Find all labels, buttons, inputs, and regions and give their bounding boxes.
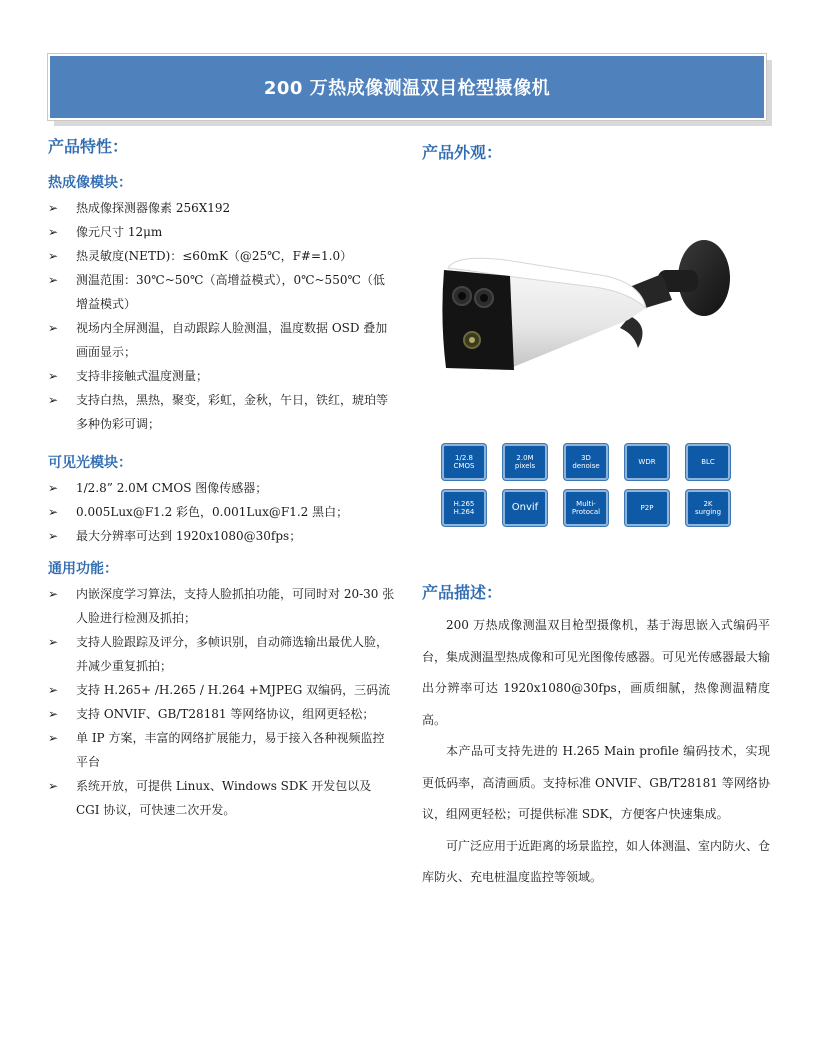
- bullet-icon: ➢: [48, 393, 59, 407]
- badge-wdr: WDR: [625, 444, 669, 480]
- bullet-icon: ➢: [48, 731, 59, 745]
- badge-multi-protocol: Multi- Protocal: [564, 490, 608, 526]
- list-item: ➢ 像元尺寸 12μm: [48, 220, 396, 244]
- list-item: ➢ 测温范围：30℃~50℃（高增益模式），0℃~550℃（低增益模式）: [48, 268, 396, 316]
- list-item: ➢ 支持人脸跟踪及评分，多帧识别，自动筛选输出最优人脸，并减少重复抓拍；: [48, 630, 396, 678]
- thermal-list: [48, 196, 396, 436]
- general-heading: 通用功能：: [48, 561, 118, 577]
- list-item: ➢ 支持 ONVIF、GB/T28181 等网络协议，组网更轻松；: [48, 702, 396, 726]
- list-item: ➢ 0.005Lux@F1.2 彩色，0.001Lux@F1.2 黑白；: [48, 500, 396, 524]
- bullet-icon: ➢: [48, 225, 59, 239]
- bullet-icon: ➢: [48, 779, 59, 793]
- description-heading: 产品描述：: [422, 583, 503, 602]
- thermal-heading: 热成像模块：: [48, 175, 132, 191]
- list-item: ➢ 1/2.8” 2.0M CMOS 图像传感器；: [48, 476, 396, 500]
- list-item: ➢ 支持非接触式温度测量；: [48, 364, 396, 388]
- badge-3d-denoise: 3D denoise: [564, 444, 608, 480]
- bullet-icon: ➢: [48, 529, 59, 543]
- badge-2k-surging: 2K surging: [686, 490, 730, 526]
- bullet-icon: ➢: [48, 481, 59, 495]
- list-item: ➢ 热灵敏度(NETD)：≤60mK（@25℃，F#=1.0）: [48, 244, 396, 268]
- bullet-icon: ➢: [48, 505, 59, 519]
- visible-list: [48, 476, 396, 548]
- bullet-icon: ➢: [48, 321, 59, 335]
- list-item: ➢ 支持 H.265+ /H.265 / H.264 +MJPEG 双编码，三码流: [48, 678, 396, 702]
- bullet-icon: ➢: [48, 635, 59, 649]
- bullet-icon: ➢: [48, 273, 59, 287]
- list-item: ➢ 内嵌深度学习算法，支持人脸抓拍功能，可同时对 20-30 张人脸进行检测及抓拍；: [48, 582, 396, 630]
- list-item: ➢ 热成像探测器像素 256X192: [48, 196, 396, 220]
- appearance-heading: 产品外观：: [422, 143, 503, 162]
- badge-blc: BLC: [686, 444, 730, 480]
- list-item: ➢ 系统开放，可提供 Linux、Windows SDK 开发包以及 CGI 协议，可快速二次开发。: [48, 774, 396, 822]
- badge-cmos: 1/2.8 CMOS: [442, 444, 486, 480]
- description-text: [422, 610, 770, 894]
- visible-heading: 可见光模块：: [48, 455, 132, 471]
- badge-onvif: Onvif: [503, 490, 547, 526]
- badge-h265: H.265 H.264: [442, 490, 486, 526]
- page-title: 200 万热成像测温双目枪型摄像机: [263, 78, 551, 99]
- bullet-icon: ➢: [48, 683, 59, 697]
- list-item: ➢ 单 IP 方案，丰富的网络扩展能力，易于接入各种视频监控平台: [48, 726, 396, 774]
- bullet-icon: ➢: [48, 587, 59, 601]
- description-paragraph: 200 万热成像测温双目枪型摄像机，基于海思嵌入式编码平台，集成测温型热成像和可见光图像传感器。可见光传感器最大输出分辨率可达 1920x1080@30fps，画质细腻，热像测温精度高。: [422, 618, 771, 727]
- bullet-icon: ➢: [48, 249, 59, 263]
- badge-p2p: P2P: [625, 490, 669, 526]
- description-paragraph: 本产品可支持先进的 H.265 Main profile 编码技术，实现更低码率，高清画质。支持标准 ONVIF、GB/T28181 等网络协议，组网更轻松；可提供标准 SDK，方便客户快速集成。: [422, 744, 770, 821]
- title-banner: [48, 54, 766, 120]
- bullet-icon: ➢: [48, 707, 59, 721]
- list-item: ➢ 支持白热，黑热，聚变，彩虹，金秋，午日，铁红，琥珀等多种伪彩可调；: [48, 388, 396, 436]
- camera-product-image: [436, 230, 752, 376]
- list-item: ➢ 最大分辨率可达到 1920x1080@30fps；: [48, 524, 396, 548]
- features-heading: 产品特性：: [48, 137, 129, 156]
- list-item: ➢ 视场内全屏测温，自动跟踪人脸测温，温度数据 OSD 叠加画面显示；: [48, 316, 396, 364]
- badge-pixels: 2.0M pixels: [503, 444, 547, 480]
- description-paragraph: 可广泛应用于近距离的场景监控，如人体测温、室内防火、仓库防火、充电桩温度监控等领域。: [422, 838, 771, 884]
- bullet-icon: ➢: [48, 201, 59, 215]
- bullet-icon: ➢: [48, 369, 59, 383]
- general-list: [48, 582, 396, 822]
